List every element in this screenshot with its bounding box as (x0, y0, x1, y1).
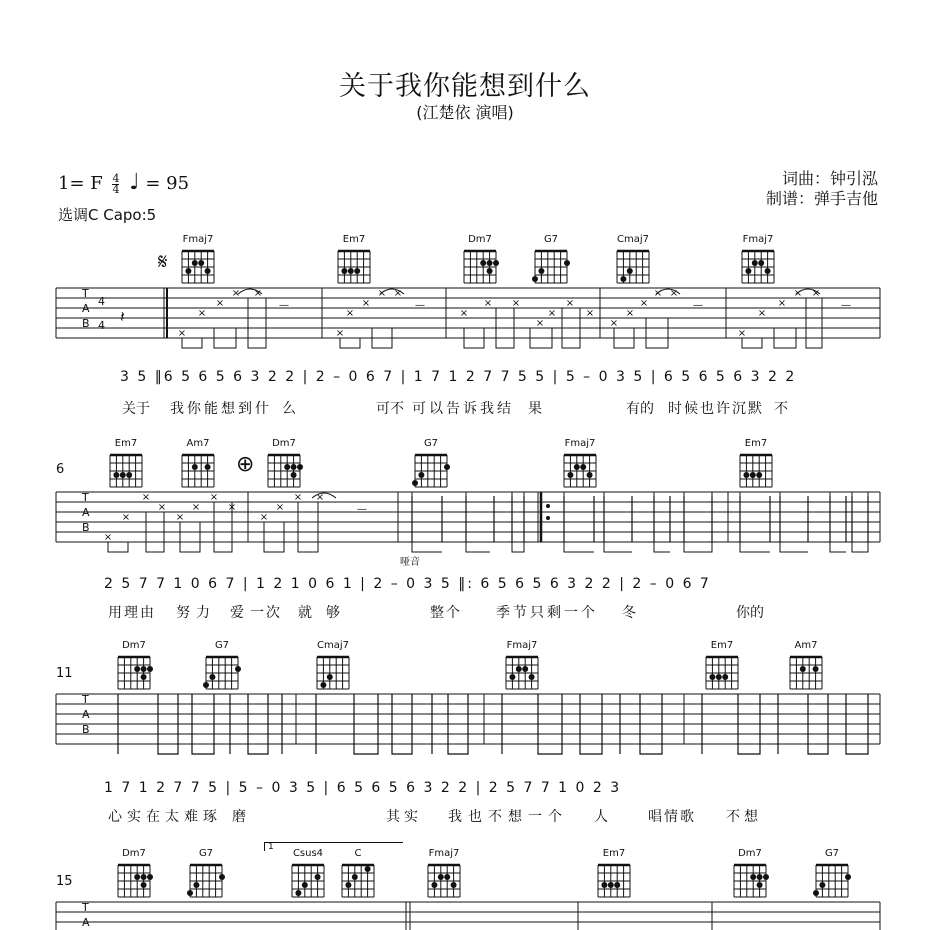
mute-annotation: 哑音 (400, 557, 420, 568)
chord-grid-icon (786, 651, 826, 691)
song-subtitle: (江楚依 演唱) (416, 103, 514, 122)
chord-name: Am7 (794, 640, 818, 651)
chord-name: Fmaj7 (742, 234, 774, 245)
chord-grid-icon (594, 859, 634, 899)
chord-name: Csus4 (292, 848, 324, 859)
coda-icon: ⊕ (236, 452, 255, 477)
svg-text:—: — (841, 300, 851, 311)
chord-grid-icon (338, 859, 378, 899)
svg-text:×: × (175, 512, 185, 523)
lyric: 季节只剩一个 (496, 605, 598, 621)
chord-diagram-c (338, 848, 378, 899)
svg-text:×: × (215, 298, 225, 309)
svg-text:×: × (141, 492, 151, 503)
lyric: 可不 (376, 401, 404, 417)
svg-text:×: × (393, 288, 403, 299)
svg-text:A: A (82, 708, 90, 721)
chord-name: Em7 (342, 234, 366, 245)
credit-tab: 制谱：弹手吉他 (765, 189, 878, 208)
lyric: 爱 (230, 605, 244, 621)
chord-name: Dm7 (468, 234, 492, 245)
capo-label: 选调C Capo:5 (58, 206, 157, 224)
svg-text:T: T (82, 287, 89, 300)
tab-staff-4 (0, 894, 930, 930)
svg-text:×: × (737, 328, 747, 339)
system-2 (0, 436, 930, 626)
chord-name: C (354, 848, 362, 859)
key-label: 1= F (58, 173, 103, 194)
chord-name: Em7 (744, 438, 768, 449)
svg-text:×: × (565, 298, 575, 309)
chord-diagram-dm7 (264, 438, 304, 489)
svg-text:×: × (653, 288, 663, 299)
lyric: 我也不想一个 (448, 809, 568, 825)
svg-text:×: × (547, 308, 557, 319)
chord-name: Dm7 (122, 640, 146, 651)
lyric: 心实在太难琢 (108, 809, 222, 825)
chord-diagram-em7 (594, 848, 634, 899)
lyric: 其实 (386, 809, 422, 825)
lyric: 果 (528, 401, 542, 417)
lyric: 冬 (622, 605, 636, 621)
svg-text:×: × (345, 308, 355, 319)
svg-text:𝄽: 𝄽 (120, 307, 125, 326)
chord-diagram-dm7 (114, 848, 154, 899)
time-bottom: 4 (112, 182, 120, 196)
key-signature (58, 170, 189, 195)
measure-number: 15 (56, 874, 73, 889)
svg-text:A: A (82, 916, 90, 929)
svg-text:×: × (625, 308, 635, 319)
svg-text:A: A (82, 506, 90, 519)
lyric: 努力 (176, 605, 216, 621)
numbered-notation-2: 2 5 7 7 1 0 6 7 | 1 2 1 0 6 1 | 2 – 0 3 5 ‖: 6 5 6 5 6 3 2 2 | 2 – 0 6 7 (104, 576, 711, 592)
chord-name: Dm7 (272, 438, 296, 449)
lyric: 人 (594, 809, 608, 825)
chord-diagram-fmaj7 (738, 234, 778, 285)
system-1 (0, 232, 930, 422)
lyric: 你的 (736, 605, 764, 621)
chord-diagram-cmaj7 (613, 234, 653, 285)
chord-diagram-g7 (186, 848, 226, 899)
lyrics-line-2 (108, 602, 888, 622)
chord-name: G7 (214, 640, 230, 651)
svg-text:—: — (279, 300, 289, 311)
chord-diagram-dm7 (114, 640, 154, 691)
svg-text:×: × (669, 288, 679, 299)
quarter-note-icon: ♩ (129, 170, 140, 195)
svg-text:×: × (191, 502, 201, 513)
chord-diagram-am7 (786, 640, 826, 691)
measure-number: 6 (56, 462, 65, 477)
chord-grid-icon (531, 245, 571, 285)
lyric: 不想 (726, 809, 762, 825)
lyric: 够 (326, 605, 340, 621)
chord-diagram-dm7 (730, 848, 770, 899)
chord-name: Cmaj7 (617, 234, 649, 245)
svg-text:—: — (693, 300, 703, 311)
chord-grid-icon (114, 859, 154, 899)
chord-grid-icon (106, 449, 146, 489)
lyrics-line-1 (122, 398, 882, 418)
chord-name: Dm7 (122, 848, 146, 859)
chord-grid-icon (264, 449, 304, 489)
chord-diagram-em7 (106, 438, 146, 489)
svg-text:×: × (227, 502, 237, 513)
chord-name: Am7 (186, 438, 210, 449)
song-title: 关于我你能想到什么 (339, 71, 591, 102)
lyric: 关于 (122, 401, 150, 417)
chord-name: Em7 (114, 438, 138, 449)
system-4 (0, 842, 930, 930)
chord-grid-icon (730, 859, 770, 899)
volta-bracket (264, 842, 403, 851)
svg-text:×: × (197, 308, 207, 319)
svg-text:B: B (82, 317, 90, 330)
svg-text:—: — (415, 300, 425, 311)
svg-text:4: 4 (98, 295, 105, 308)
chord-name: Dm7 (738, 848, 762, 859)
svg-text:×: × (335, 328, 345, 339)
numbered-notation-3: 1 7 1 2 7 7 5 | 5 – 0 3 5 | 6 5 6 5 6 3 2 2 | 2 5 7 7 1 0 2 3 (104, 780, 622, 796)
chord-grid-icon (613, 245, 653, 285)
lyric: 用理由 (108, 605, 156, 621)
chord-name: Fmaj7 (428, 848, 460, 859)
system-3 (0, 638, 930, 828)
chord-name: Fmaj7 (506, 640, 538, 651)
credit-lyrics: 词曲：钟引泓 (781, 169, 878, 188)
chord-diagram-em7 (702, 640, 742, 691)
svg-text:×: × (639, 298, 649, 309)
svg-text:×: × (535, 318, 545, 329)
segno-icon: 𝄋 (158, 250, 168, 275)
lyric: 不 (774, 401, 788, 417)
chord-name: G7 (543, 234, 559, 245)
svg-text:×: × (793, 288, 803, 299)
chord-grid-icon (702, 651, 742, 691)
chord-diagram-fmaj7 (424, 848, 464, 899)
svg-text:×: × (121, 512, 131, 523)
numbered-notation-1: 3 5 ‖6 5 6 5 6 3 2 2 | 2 – 0 6 7 | 1 7 1 2 7 7 5 5 | 5 – 0 3 5 | 6 5 6 5 6 3 2 2 (120, 369, 797, 385)
svg-text:×: × (275, 502, 285, 513)
svg-text:×: × (231, 288, 241, 299)
chord-grid-icon (334, 245, 374, 285)
lyrics-line-3 (108, 806, 888, 826)
chord-grid-icon (736, 449, 776, 489)
chord-name: Fmaj7 (182, 234, 214, 245)
chord-grid-icon (288, 859, 328, 899)
chord-grid-icon (202, 651, 242, 691)
lyric: 么 (282, 401, 296, 417)
chord-diagram-fmaj7 (502, 640, 542, 691)
chord-grid-icon (178, 449, 218, 489)
chord-name: G7 (198, 848, 214, 859)
svg-text:×: × (459, 308, 469, 319)
svg-text:×: × (103, 532, 113, 543)
chord-name: Em7 (602, 848, 626, 859)
measure-number: 11 (56, 666, 73, 681)
svg-text:×: × (811, 288, 821, 299)
lyric: 可以告诉我结 (412, 401, 514, 417)
svg-text:×: × (585, 308, 595, 319)
svg-text:×: × (177, 328, 187, 339)
svg-text:×: × (157, 502, 167, 513)
chord-grid-icon (502, 651, 542, 691)
chord-grid-icon (411, 449, 451, 489)
chord-name: Em7 (710, 640, 734, 651)
svg-text:×: × (315, 492, 325, 503)
svg-text:T: T (82, 491, 89, 504)
svg-text:4: 4 (98, 319, 105, 332)
svg-text:×: × (609, 318, 619, 329)
chord-grid-icon (114, 651, 154, 691)
svg-text:×: × (259, 512, 269, 523)
chord-name: Cmaj7 (317, 640, 349, 651)
svg-text:A: A (82, 302, 90, 315)
time-signature (112, 171, 120, 196)
tempo-label: = 95 (145, 173, 190, 194)
lyric: 磨 (232, 809, 246, 825)
chord-diagram-g7 (202, 640, 242, 691)
chord-grid-icon (186, 859, 226, 899)
chord-name: G7 (824, 848, 840, 859)
svg-text:B: B (82, 723, 90, 736)
chord-name: G7 (423, 438, 439, 449)
chord-grid-icon (560, 449, 600, 489)
chord-grid-icon (460, 245, 500, 285)
svg-text:×: × (483, 298, 493, 309)
svg-text:×: × (511, 298, 521, 309)
svg-text:B: B (82, 521, 90, 534)
svg-text:×: × (361, 298, 371, 309)
time-top: 4 (112, 171, 120, 185)
lyric: 有的 (626, 401, 654, 417)
svg-text:—: — (357, 504, 367, 515)
chord-diagram-em7 (334, 234, 374, 285)
chord-diagram-am7 (178, 438, 218, 489)
lyric: 时候也许沉默 (668, 401, 764, 417)
chord-diagram-fmaj7 (560, 438, 600, 489)
chord-grid-icon (424, 859, 464, 899)
lyric: 我你能想到什 (170, 401, 272, 417)
chord-diagram-fmaj7 (178, 234, 218, 285)
chord-grid-icon (313, 651, 353, 691)
chord-diagram-g7 (812, 848, 852, 899)
chord-diagram-csus4 (288, 848, 328, 899)
svg-text:×: × (209, 492, 219, 503)
chord-diagram-em7 (736, 438, 776, 489)
svg-text:T: T (82, 693, 89, 706)
chord-name: Fmaj7 (564, 438, 596, 449)
svg-text:×: × (293, 492, 303, 503)
lyric: 整个 (430, 605, 462, 621)
lyric: 就 (298, 605, 312, 621)
chord-diagram-dm7 (460, 234, 500, 285)
lyric: 一次 (250, 605, 282, 621)
svg-text:T: T (82, 901, 89, 914)
chord-grid-icon (738, 245, 778, 285)
chord-diagram-g7 (411, 438, 451, 489)
chord-grid-icon (178, 245, 218, 285)
lyric: 唱情歌 (648, 809, 696, 825)
svg-text:×: × (377, 288, 387, 299)
chord-grid-icon (812, 859, 852, 899)
volta-number: 1 (268, 842, 274, 852)
chord-diagram-g7 (531, 234, 571, 285)
svg-text:×: × (253, 288, 263, 299)
svg-text:×: × (757, 308, 767, 319)
svg-text:×: × (777, 298, 787, 309)
chord-diagram-cmaj7 (313, 640, 353, 691)
